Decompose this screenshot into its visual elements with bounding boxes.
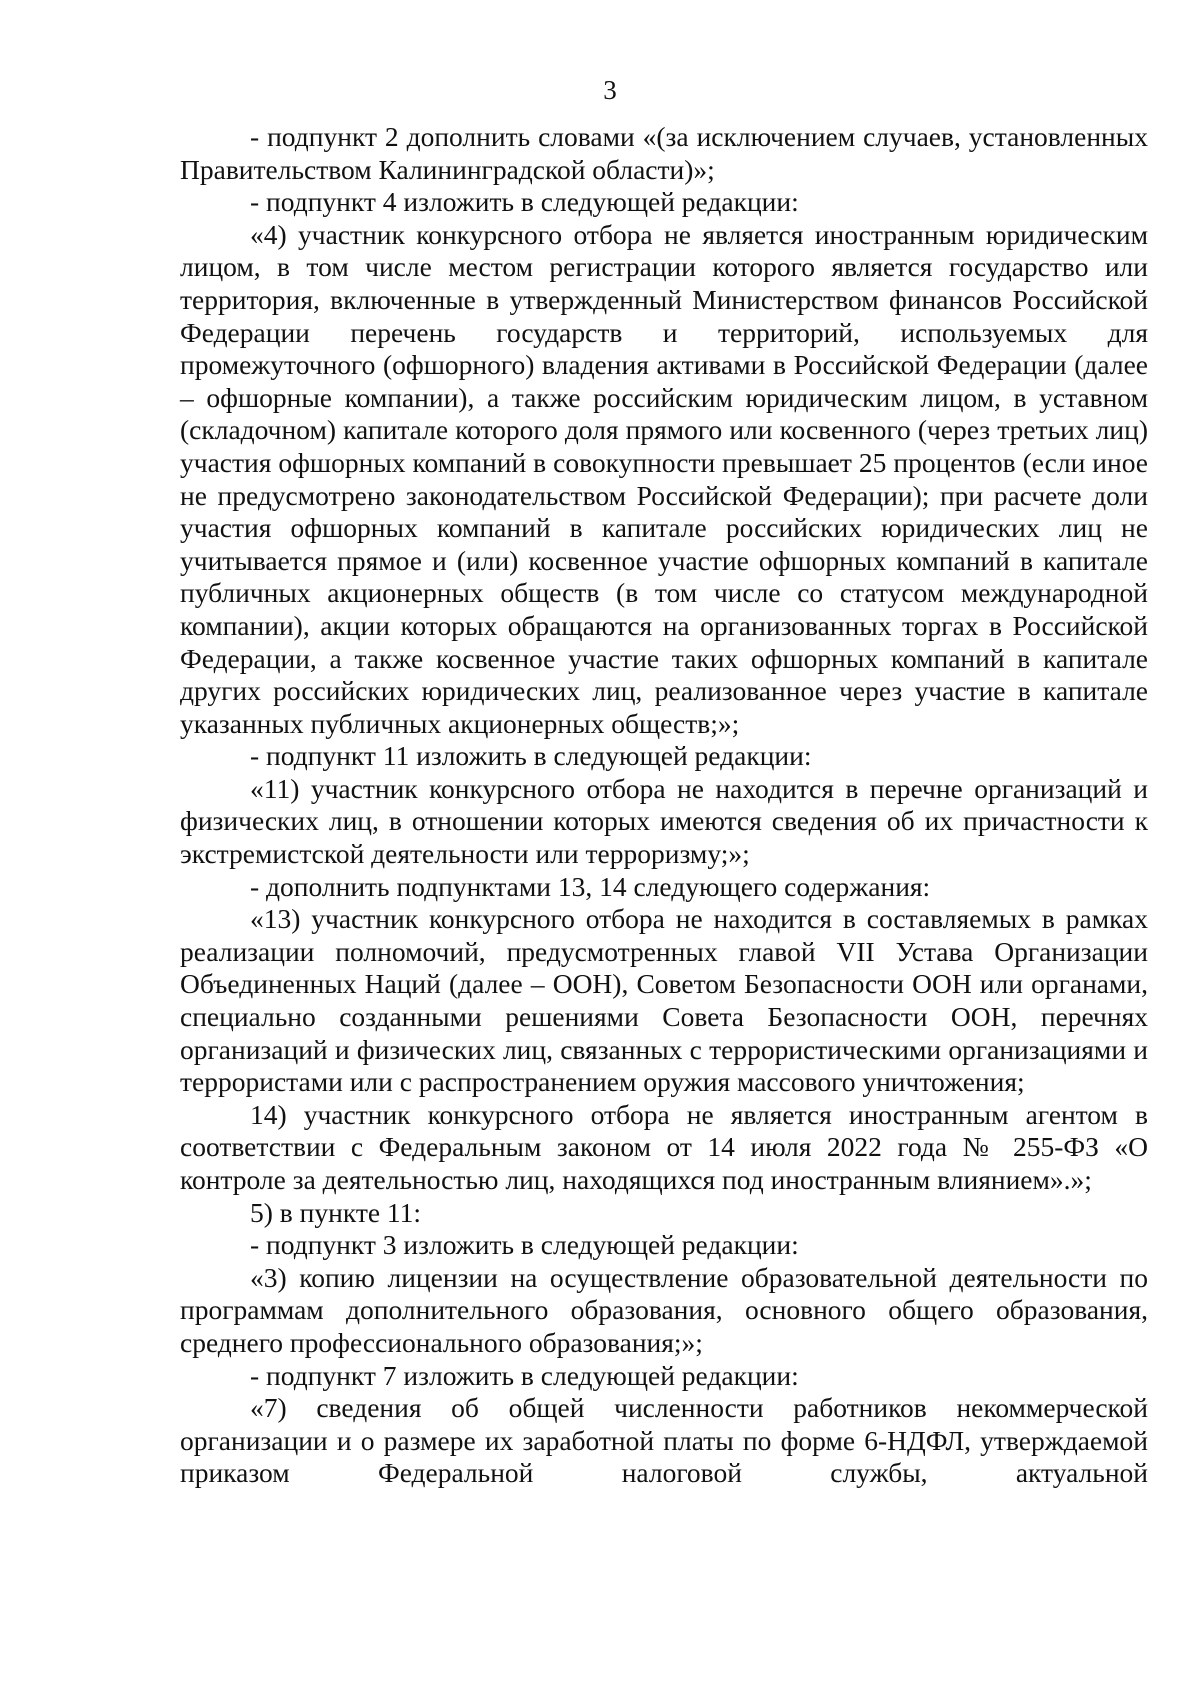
paragraph-subpoint-3-intro: - подпункт 3 изложить в следующей редакции: [250, 1229, 799, 1261]
paragraph-subpoint-13-text: «13) участник конкурсного отбора не находится в составляемых в рамках реализации полномочий, предусмотренных главой VII Устава Организации Объединенных Наций (далее – ООН), Советом Безопасности ООН или органами, специально созданными решениями Совета Безопасности ООН, перечнях организаций и физических лиц, связанных с террористическими организациями и террористами или с распространением оружия массового уничтожения; [180, 903, 1148, 1098]
page-number: 3 [603, 75, 617, 105]
paragraph-subpoint-11-intro: - подпункт 11 изложить в следующей редакции: [250, 740, 812, 772]
paragraph-subpoint-14-text: 14) участник конкурсного отбора не является иностранным агентом в соответствии с Федеральным законом от 14 июля 2022 года № 255-ФЗ «О контроле за деятельностью лиц, находящихся под иностранным влиянием».»; [180, 1098, 1148, 1195]
paragraph-subpoint-7-intro: - подпункт 7 изложить в следующей редакции: [250, 1359, 799, 1391]
paragraph-subpoint-4-text: «4) участник конкурсного отбора не является иностранным юридическим лицом, в том числе местом регистрации которого является государство или территория, включенные в утвержденный Министерством финансов Российской Федерации перечень государств и территорий, используемых для промежуточного (офшорного) владения активами в Российской Федерации (далее – офшорные компании), а также российским юридическим лицом, в уставном (складочном) капитале которого доля прямого или косвенного (через третьих лиц) участия офшорных компаний в совокупности превышает 25 процентов (если иное не предусмотрено законодательством Российской Федерации); при расчете доли участия офшорных компаний в капитале российских юридических лиц не учитывается прямое и (или) косвенное участие офшорных компаний в капитале публичных акционерных обществ (в том числе со статусом международной компании), акции которых обращаются на организованных торгах в Российской Федерации, а также косвенное участие таких офшорных компаний в капитале других российских юридических лиц, реализованное через участие в капитале указанных публичных акционерных обществ;»; [180, 218, 1148, 739]
paragraph-subpoint-2: - подпункт 2 дополнить словами «(за исключением случаев, установленных Правительством Калининградской области)»; [180, 121, 1148, 185]
paragraph-subpoint-3-text: «3) копию лицензии на осуществление образовательной деятельности по программам дополнительного образования, основного общего образования, среднего профессионального образования;»; [180, 1261, 1148, 1358]
paragraph-subpoint-7-text: «7) сведения об общей численности работников некоммерческой организации и о размере их заработной платы по форме 6-НДФЛ, утверждаемой приказом Федеральной налоговой службы, актуальной [180, 1392, 1148, 1489]
document-body [180, 121, 1148, 1490]
paragraph-subpoint-11-text: «11) участник конкурсного отбора не находится в перечне организаций и физических лиц, в отношении которых имеются сведения об их причастности к экстремистской деятельности или терроризму;»; [180, 772, 1148, 870]
paragraph-point-11-intro: 5) в пункте 11: [250, 1196, 422, 1228]
paragraph-subpoint-4-intro: - подпункт 4 изложить в следующей редакции: [250, 186, 799, 218]
paragraph-add-subpoints-intro: - дополнить подпунктами 13, 14 следующего содержания: [250, 870, 931, 902]
